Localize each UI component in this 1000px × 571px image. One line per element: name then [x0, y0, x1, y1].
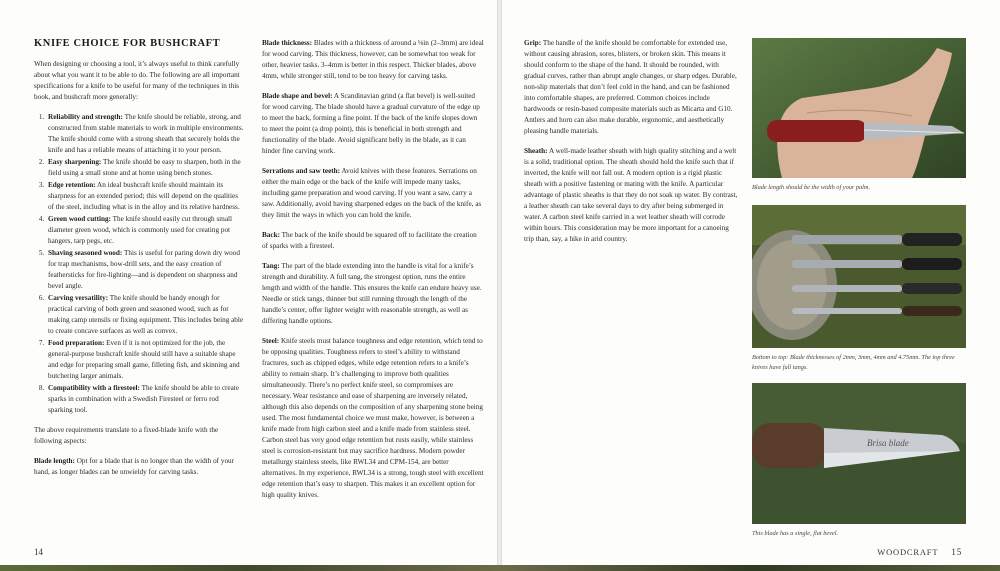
requirement-text: This is useful for paring down dry wood for trap mechanisms, bow-drill sets, and the easy creation of feathersticks for fire-lighting—and is dependent on sharpness and bevel angle. — [48, 249, 240, 290]
aspect-label: Tang: — [262, 262, 280, 270]
right-column-text — [524, 38, 738, 254]
photo-knife-on-palm — [752, 38, 966, 178]
stacked-knives-illustration — [752, 205, 966, 348]
requirements-list — [34, 112, 244, 416]
aspect-paragraph — [262, 336, 484, 501]
flat-bevel-illustration — [752, 383, 966, 524]
blade-length-label: Blade length: — [34, 457, 75, 465]
section-name: WOODCRAFT — [877, 547, 939, 557]
requirement-item — [46, 383, 244, 416]
caption-palm: Blade length should be the width of your palm. — [752, 184, 871, 191]
aspect-label: Sheath: — [524, 147, 548, 155]
aspect-paragraph — [262, 91, 484, 157]
requirement-label: Carving versatility: — [48, 294, 109, 302]
aspect-label: Steel: — [262, 337, 280, 345]
aspect-text: The handle of the knife should be comfortable for extended use, without causing abrasion, sores, blisters, or broken skin. This means it should conform to the shape of the hand. It should be rounded, with gradual curves, rather than abrupt angle changes, or sharp edges. Durable, non-slip materials that don’t feel cold in the hand, and can be fashioned into comfortable shapes, are preferred. Common choices include hardwoods or resin-based composite materials such as Micarta and G10. Antlers and horn can also make durable, ergonomic, and aesthetically pleasing handle materials. — [524, 39, 737, 135]
aspect-paragraph — [262, 230, 484, 252]
requirement-text: An ideal bushcraft knife should maintain its sharpness for an extended period; this will depend on the qualities of the steel, including what is in the alloy and its relative hardness. — [48, 181, 240, 211]
requirement-item — [46, 248, 244, 292]
aspect-text: The back of the knife should be squared off to facilitate the creation of sparks with a firesteel. — [262, 231, 477, 250]
bottom-photo-strip — [0, 565, 1000, 571]
requirement-label: Reliability and strength: — [48, 113, 123, 121]
photo-flat-bevel — [752, 383, 966, 524]
requirement-label: Green wood cutting: — [48, 215, 111, 223]
folio-right — [877, 547, 962, 557]
aspect-paragraph — [524, 146, 738, 245]
requirement-text: Even if it is not optimized for the job, the general-purpose bushcraft knife should still have a suitable shape and edge for preparing small game, filleting fish, and skinning and butchering larger animals. — [48, 339, 240, 380]
knife-logo-text: Brisa blade — [867, 438, 909, 448]
aspect-paragraph — [262, 261, 484, 327]
aspect-label: Grip: — [524, 39, 542, 47]
aspect-paragraph — [524, 38, 738, 137]
aspect-label: Back: — [262, 231, 280, 239]
aspect-label: Serrations and saw teeth: — [262, 167, 341, 175]
page-number-left: 14 — [34, 547, 43, 557]
aspect-label: Blade thickness: — [262, 39, 313, 47]
caption-flat-bevel: This blade has a single, flat bevel. — [752, 530, 839, 537]
requirement-item — [46, 180, 244, 213]
requirement-item — [46, 112, 244, 156]
requirement-item — [46, 214, 244, 247]
requirement-label: Easy sharpening: — [48, 158, 102, 166]
photo-blade-thicknesses — [752, 205, 966, 348]
requirement-item — [46, 157, 244, 179]
aspect-label: Blade shape and bevel: — [262, 92, 333, 100]
requirement-text: The knife should be able to create sparks in combination with a Swedish Firesteel or ferro rod sparking tool. — [48, 384, 239, 414]
aspect-text: A well-made leather sheath with high quality stitching and a welt is a solid, traditional option. The sheath should hold the knife such that if inverted, the knife will not fall out. A modern option is a rigid plastic sheath with a positive fastening or mating with the knife. A particular advantage of plastic sheaths is that they do not soak up water. By contrast, a leather sheath can take several days to dry after being submerged in water. A carbon steel knife carried in a wet leather sheath will corrode within hours. This consideration may be more important for a canoeing trip than, say, a hike in arid country. — [524, 147, 738, 243]
red-handle — [767, 120, 867, 142]
wood-handle — [752, 423, 827, 468]
requirement-text: The knife should be reliable, strong, and constructed from stable materials to work in multiple environments. The knife should come with a strong sheath that securely holds the knife and has a reliable means of attaching it to your person. — [48, 113, 244, 154]
requirement-label: Edge retention: — [48, 181, 96, 189]
requirement-item — [46, 338, 244, 382]
blade-length-text: Opt for a blade that is no longer than the width of your hand, as longer blades can be unwieldy for carving tasks. — [34, 457, 235, 476]
caption-thicknesses: Bottom to top: Blade thicknesses of 2mm, 3mm, 4mm and 4.75mm. The top three knives have full tangs. — [752, 354, 955, 371]
blade-length-paragraph — [34, 456, 244, 478]
page-title: KNIFE CHOICE FOR BUSHCRAFT — [34, 38, 221, 49]
left-column-2 — [262, 38, 484, 510]
aspect-text: The part of the blade extending into the handle is vital for a knife’s strength and durability. A full tang, the strongest option, runs the entire length and width of the handle. This ensures the knife can endure heavy use. Needle or stick tangs, thinner but still running through the length of the handle’s center, offer lighter weight with reasonable strength, as well as differing handle options. — [262, 262, 482, 325]
aspect-paragraph — [262, 38, 484, 82]
aspect-text: Avoid knives with these features. Serrations on either the main edge or the back of the knife will impede many tasks, including game preparation and wood carving. If you want a saw, carry a saw. Additionally, avoid having sharpened edges on the back of the knife, as they limit the ways in which you can hold the knife. — [262, 167, 482, 219]
requirement-label: Shaving seasoned wood: — [48, 249, 123, 257]
aspect-text: A Scandinavian grind (a flat bevel) is well-suited for wood carving. The blade should have a gradual curvature of the edge up to meet the back, forming a fine point. If the back of the knife slopes down to meet the point (a drop point), this is beneficial in both strength and functionality of the blade. Avoid significant belly in the blade, as it can hinder fine carving work. — [262, 92, 480, 155]
aspects-intro-paragraph: The above requirements translate to a fixed-blade knife with the following aspects: — [34, 426, 219, 445]
aspect-text: Blades with a thickness of around a ⅛in (2–3mm) are ideal for wood carving. This thickness, however, can be somewhat too weak for other, heavier tasks. 3–4mm is better in this respect. Thicker blades, above 4mm, while stronger still, tend to be too heavy for carving tasks. — [262, 39, 484, 80]
requirement-item — [46, 293, 244, 337]
aspect-paragraph — [262, 166, 484, 221]
requirement-text: The knife should be handy enough for practical carving of both green and seasoned wood, such as for making camp utensils or fixing equipment. This includes being able to create concave surfaces as well as convex. — [48, 294, 244, 335]
requirement-label: Food preparation: — [48, 339, 105, 347]
intro-paragraph: When designing or choosing a tool, it’s always useful to think carefully about what you want it to be able to do. The following are all important specifications for a knife to be useful for many of the techniques in this book, and bushcraft more generally: — [34, 60, 240, 101]
requirement-text: The knife should easily cut through small diameter green wood, which is commonly used for creating pot hangers, tarp pegs, etc. — [48, 215, 233, 245]
aspect-text: Knife steels must balance toughness and edge retention, which tend to be opposing qualities. Toughness refers to steel’s ability to withstand fractures, such as chipped edges, while edge retention refers to a knife’s ability to remain sharp. It’s challenging to improve both qualities simultaneously. There’s no perfect knife steel, so compromises are necessary. Wear resistance and ease of sharpening are inversely related, although this also depends on the composition of any sharpening stone being used. The most fundamental choice we must make, however, is between a knife made from high carbon steel and a knife made from stainless steel. Carbon steel has very good edge retention but rusts easily, while stainless steel is corrosion-resistant but may sacrifice hardness. Modern powder metallurgy stainless steels, like RWL34 and CPM-154, are better alternatives. In my experience, RWL34 is a strong, tough steel with excellent edge retention that’s easy to sharpen. This makes it an excellent option for high quality knives. — [262, 337, 484, 499]
requirement-text: The knife should be easy to sharpen, both in the field using a small stone and at home using bench stones. — [48, 158, 241, 177]
palm-knife-illustration — [752, 38, 966, 178]
page-number-right: 15 — [951, 547, 962, 557]
requirement-label: Compatibility with a firesteel: — [48, 384, 140, 392]
left-column-1 — [34, 38, 244, 487]
